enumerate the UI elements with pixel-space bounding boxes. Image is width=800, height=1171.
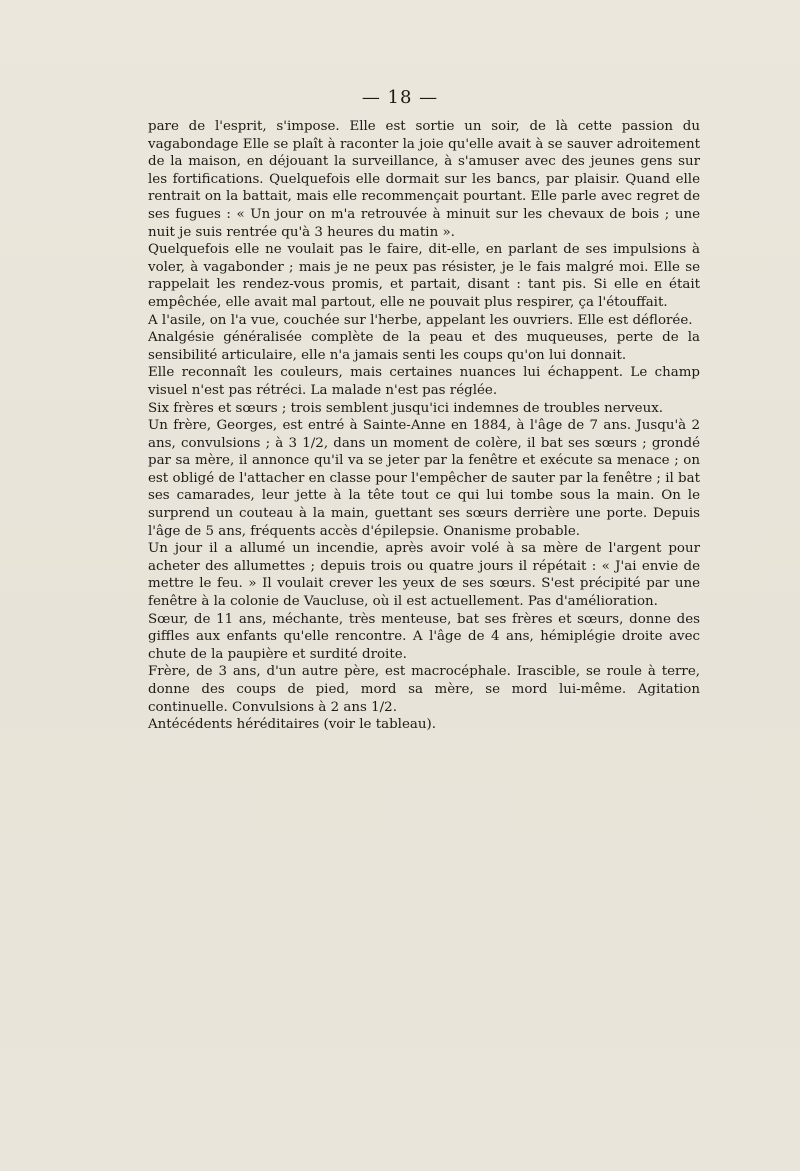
paragraph: Six frères et sœurs ; trois semblent jusqu'ici indemnes de troubles nerveux. — [148, 400, 664, 416]
paragraph: Quelquefois elle ne voulait pas le faire, dit-elle, en parlant de ses impulsions à voler, à vagabonder ; mais je ne peux pas résister, je le fais malgré moi. Elle se rappelait les rendez-vous promis, et partait, disant : tant pis. Si elle en était empêchée, elle avait mal partout, elle ne pouvait plus respirer, ça l'étouffait. — [148, 242, 700, 310]
paragraph: A l'asile, on l'a vue, couchée sur l'herbe, appelant les ouvriers. Elle est déflorée. — [148, 312, 693, 328]
paragraph: Un frère, Georges, est entré à Sainte-Anne en 1884, à l'âge de 7 ans. Jusqu'à 2 ans, convulsions ; à 3 1/2, dans un moment de colère, il bat ses sœurs ; grondé par sa mère, il annonce qu'il va se jeter par la fenêtre et exécute sa menace ; on est obligé de l'attacher en classe pour l'empêcher de sauter par la fenêtre ; il bat ses camarades, leur jette à la tête tout ce qui lui tombe sous la main. On le surprend un couteau à la main, guettant ses sœurs derrière une porte. Depuis l'âge de 5 ans, fréquents accès d'épilepsie. Onanisme probable. — [148, 418, 700, 539]
paragraph: Analgésie généralisée complète de la peau et des muqueuses, perte de la sensibilité articulaire, elle n'a jamais senti les coups qu'on lui donnait. — [148, 330, 700, 363]
paragraph: Frère, de 3 ans, d'un autre père, est macrocéphale. Irascible, se roule à terre, donne des coups de pied, mord sa mère, se mord lui-même. Agitation continuelle. Convulsions à 2 ans 1/2. — [148, 664, 700, 715]
page-number: — 18 — — [361, 87, 439, 108]
paragraph: Antécédents héréditaires (voir le tableau). — [148, 717, 436, 733]
paragraph: pare de l'esprit, s'impose. Elle est sortie un soir, de là cette passion du vagabondage Elle se plaît à raconter la joie qu'elle avait à se sauver adroitement de la maison, en déjouant la surveillance, à s'amuser avec des jeunes gens sur les fortifications. Quelquefois elle dormait sur les bancs, par plaisir. Quand elle rentrait on la battait, mais elle recommençait pourtant. Elle parle avec regret de ses fugues : « Un jour on m'a retrouvée à minuit sur les chevaux de bois ; une nuit je suis rentrée qu'à 3 heures du matin ». — [148, 119, 700, 240]
paragraph: Elle reconnaît les couleurs, mais certaines nuances lui échappent. Le champ visuel n'est pas rétréci. La malade n'est pas réglée. — [148, 365, 700, 398]
body-text — [148, 118, 700, 734]
paragraph: Un jour il a allumé un incendie, après avoir volé à sa mère de l'argent pour acheter des allumettes ; depuis trois ou quatre jours il répétait : « J'ai envie de mettre le feu. » Il voulait crever les yeux de ses sœurs. S'est précipité par une fenêtre à la colonie de Vaucluse, où il est actuellement. Pas d'amélioration. — [148, 541, 700, 610]
paragraph: Sœur, de 11 ans, méchante, très menteuse, bat ses frères et sœurs, donne des giffles aux enfants qu'elle rencontre. A l'âge de 4 ans, hémiplégie droite avec chute de la paupière et surdité droite. — [148, 611, 700, 662]
